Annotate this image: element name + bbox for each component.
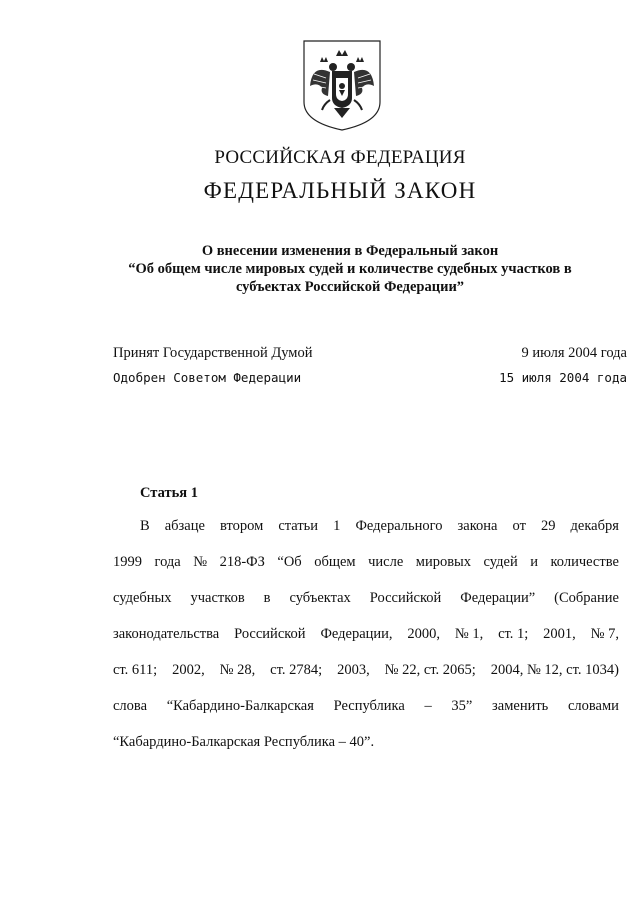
- article-word: года: [154, 554, 181, 570]
- article-word: общем: [314, 554, 356, 570]
- article-word: декабря: [570, 518, 619, 534]
- article-line: [113, 732, 619, 768]
- article-word: 2002,: [172, 662, 205, 678]
- article-word: Республика: [333, 698, 405, 714]
- article-word: судей: [483, 554, 518, 570]
- article-word: 2003,: [337, 662, 370, 678]
- article-word: законодательства: [113, 626, 220, 642]
- article-line: [113, 696, 619, 732]
- duma-adoption-label: Принят Государственной Думой: [113, 345, 313, 361]
- article-word: словами: [567, 698, 619, 714]
- article-word: № 7,: [590, 626, 619, 642]
- council-approval-label: Одобрен Советом Федерации: [113, 370, 302, 385]
- law-title: [110, 242, 590, 296]
- article-word: 218-ФЗ: [219, 554, 265, 570]
- article-word: 35”: [451, 698, 473, 714]
- duma-adoption-row: [113, 345, 627, 365]
- article-word: 29: [540, 518, 556, 534]
- coat-of-arms-icon: [300, 38, 384, 132]
- article-word: статьи: [278, 518, 319, 534]
- article-word: № 28,: [219, 662, 256, 678]
- article-word: заменить: [492, 698, 549, 714]
- article-word: ст. 1;: [498, 626, 529, 642]
- article-word: числе: [368, 554, 404, 570]
- article-word: в: [263, 590, 271, 606]
- article-word: “Кабардино-Балкарская Республика – 40”.: [113, 734, 375, 750]
- article-word: количестве: [550, 554, 619, 570]
- law-title-line: “Об общем числе мировых судей и количестве судебных участков в: [128, 261, 572, 277]
- article-word: 2000,: [407, 626, 441, 642]
- article-word: 1999: [113, 554, 142, 570]
- article-word: (Собрание: [554, 590, 619, 606]
- article-word: судебных: [113, 590, 172, 606]
- article-word: закона: [457, 518, 498, 534]
- article-heading: Статья 1: [140, 485, 198, 501]
- law-title-line: субъектах Российской Федерации”: [235, 279, 465, 295]
- article-word: №: [193, 554, 208, 570]
- article-word: ст. 2784;: [270, 662, 323, 678]
- article-word: ст. 611;: [113, 662, 158, 678]
- article-word: Федерации,: [320, 626, 393, 642]
- article-line: [113, 588, 619, 624]
- article-word: “Кабардино-Балкарская: [166, 698, 314, 714]
- duma-adoption-date: 9 июля 2004 года: [521, 345, 627, 361]
- article-text: [113, 516, 619, 768]
- article-word: участков: [190, 590, 245, 606]
- article-word: втором: [219, 518, 264, 534]
- council-approval-date: 15 июля 2004 года: [499, 370, 627, 385]
- article-word: Российской: [234, 626, 306, 642]
- article-word: 1: [333, 518, 341, 534]
- article-word: Федерального: [355, 518, 443, 534]
- article-word: и: [530, 554, 538, 570]
- council-approval-row: [113, 370, 627, 390]
- article-line: [113, 624, 619, 660]
- article-word: В: [140, 518, 150, 534]
- article-word: “Об: [277, 554, 302, 570]
- article-word: Российской: [369, 590, 442, 606]
- article-word: № 22, ст. 2065;: [384, 662, 476, 678]
- document-type-heading: ФЕДЕРАЛЬНЫЙ ЗАКОН: [203, 178, 477, 203]
- article-line: [113, 660, 619, 696]
- article-word: субъектах: [289, 590, 351, 606]
- country-heading: РОССИЙСКАЯ ФЕДЕРАЦИЯ: [214, 147, 466, 168]
- law-title-line: О внесении изменения в Федеральный закон: [201, 243, 499, 259]
- article-word: № 1,: [454, 626, 484, 642]
- article-word: 2001,: [543, 626, 576, 642]
- article-word: мировых: [415, 554, 472, 570]
- article-line: [113, 516, 619, 552]
- article-word: –: [424, 698, 432, 714]
- article-word: слова: [113, 698, 148, 714]
- article-line: [113, 552, 619, 588]
- article-word: 2004, № 12, ст. 1034): [490, 662, 619, 678]
- article-word: от: [512, 518, 526, 534]
- article-word: Федерации”: [460, 590, 536, 606]
- article-word: абзаце: [164, 518, 205, 534]
